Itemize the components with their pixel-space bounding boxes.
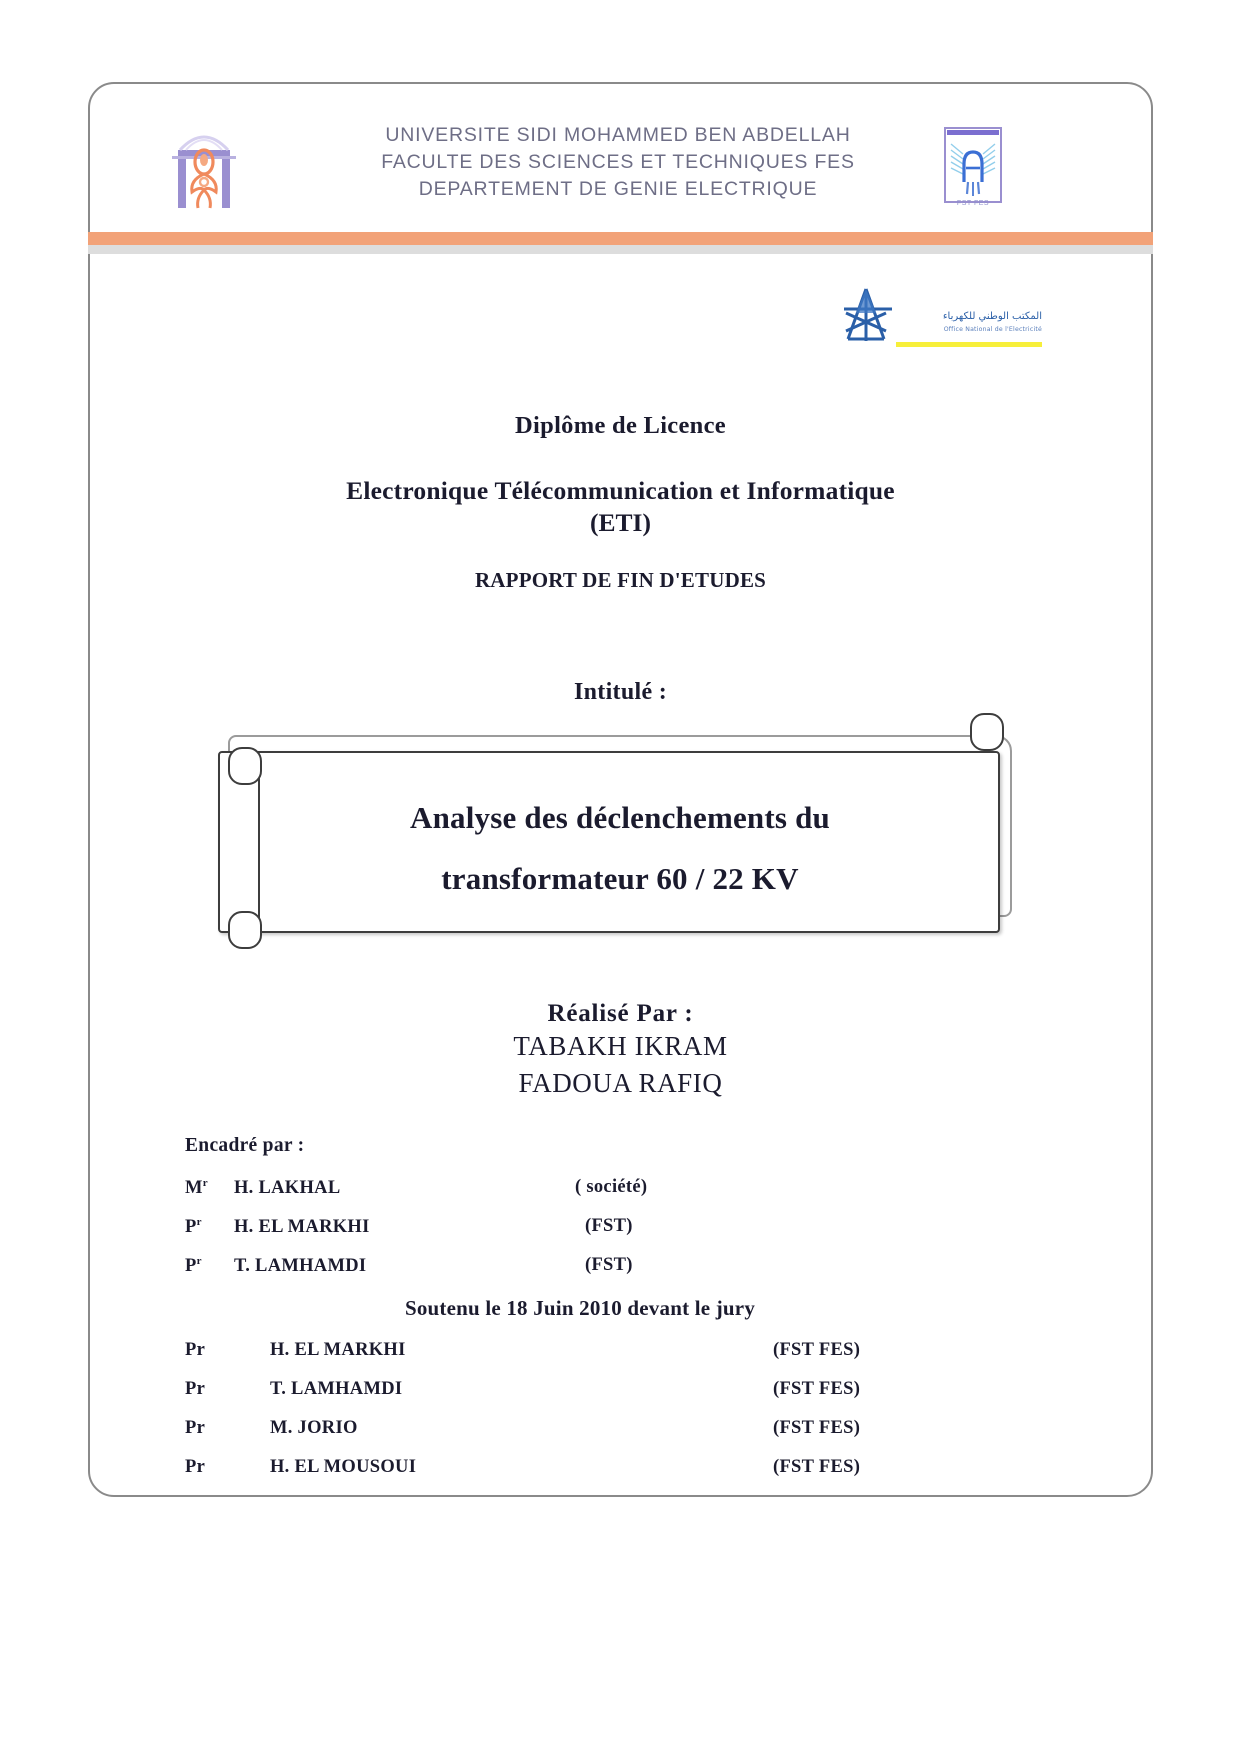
- jury-affiliation: (FST FES): [773, 1457, 861, 1477]
- report-title: [270, 787, 970, 909]
- one-logo-underline: [896, 342, 1042, 347]
- supervisor-row: [185, 1216, 975, 1238]
- supervisor-title: $P^r$: [185, 1216, 202, 1238]
- defense-statement: Soutenu le 18 Juin 2010 devant le jury: [404, 1296, 756, 1320]
- scroll-spine: [258, 769, 260, 931]
- header-divider-grey: [88, 245, 1153, 254]
- supervisor-affiliation: (FST): [585, 1216, 633, 1236]
- jury-row: [185, 1379, 975, 1400]
- supervisor-name: H. EL MARKHI: [233, 1217, 370, 1238]
- jury-affiliation: (FST FES): [773, 1418, 861, 1438]
- jury-row: [185, 1340, 975, 1361]
- supervisor-name: T. LAMHAMDI: [233, 1256, 367, 1277]
- jury-name: T. LAMHAMDI: [269, 1379, 403, 1399]
- report-title-line-2: transformateur 60 / 22 KV: [441, 861, 799, 896]
- title-scroll-body: [218, 751, 1000, 933]
- fst-fes-logo: [933, 124, 1013, 210]
- jury-name: H. EL MARKHI: [269, 1340, 406, 1360]
- intitule-label: Intitulé :: [574, 679, 667, 705]
- author-name: TABAKH IKRAM: [513, 1031, 728, 1061]
- header-divider-orange: [88, 232, 1153, 245]
- jury-title: Pr: [185, 1457, 206, 1477]
- authors-label: Réalisé Par :: [547, 1000, 694, 1027]
- author-name: FADOUA RAFIQ: [518, 1068, 723, 1098]
- header-line-3: DEPARTEMENT DE GENIE ELECTRIQUE: [418, 178, 818, 200]
- supervisor-row: [185, 1255, 975, 1277]
- one-logo-arabic-text: المكتب الوطني للكهرباء: [942, 311, 1042, 322]
- supervisor-title: $P^r$: [185, 1255, 202, 1277]
- jury-affiliation: (FST FES): [773, 1340, 861, 1360]
- jury-name: M. JORIO: [269, 1418, 358, 1438]
- diploma-label: Diplôme de Licence: [515, 412, 726, 439]
- jury-row: [185, 1418, 975, 1439]
- jury-row: [185, 1457, 975, 1478]
- jury-title: Pr: [185, 1418, 206, 1438]
- supervisor-name: H. LAKHAL: [233, 1178, 341, 1199]
- jury-title: Pr: [185, 1340, 206, 1360]
- jury-affiliation: (FST FES): [773, 1379, 861, 1399]
- document-header: [88, 100, 1153, 240]
- report-title-line-1: Analyse des déclenchements du: [409, 800, 830, 835]
- jury-name: H. EL MOUSOUI: [269, 1457, 417, 1477]
- supervisor-row: [185, 1177, 975, 1199]
- scroll-curl-top-left-icon: [228, 747, 262, 785]
- jury-title: Pr: [185, 1379, 206, 1399]
- scroll-curl-right-icon: [970, 713, 1004, 751]
- supervisor-affiliation: (FST): [585, 1255, 633, 1275]
- program-name: Electronique Télécommunication et Informatique: [346, 476, 895, 505]
- title-scroll-box: [218, 735, 1008, 935]
- supervisor-affiliation: ( société): [575, 1177, 648, 1197]
- supervisor-title: $M^r$: [185, 1177, 208, 1199]
- supervisors-label: Encadré par :: [185, 1135, 305, 1156]
- scroll-curl-bottom-left-icon: [228, 911, 262, 949]
- fst-fes-logo-caption: FST FES: [956, 200, 990, 207]
- one-logo-french-text: Office National de l'Electricité: [943, 326, 1042, 333]
- document-type: RAPPORT DE FIN D'ETUDES: [474, 568, 767, 592]
- usmba-university-logo: [160, 124, 246, 210]
- header-line-1: UNIVERSITE SIDI MOHAMMED BEN ABDELLAH: [385, 124, 851, 146]
- program-abbreviation: (ETI): [590, 508, 651, 537]
- header-line-2: FACULTE DES SCIENCES ET TECHNIQUES FES: [381, 151, 855, 173]
- header-title-block: [268, 122, 968, 203]
